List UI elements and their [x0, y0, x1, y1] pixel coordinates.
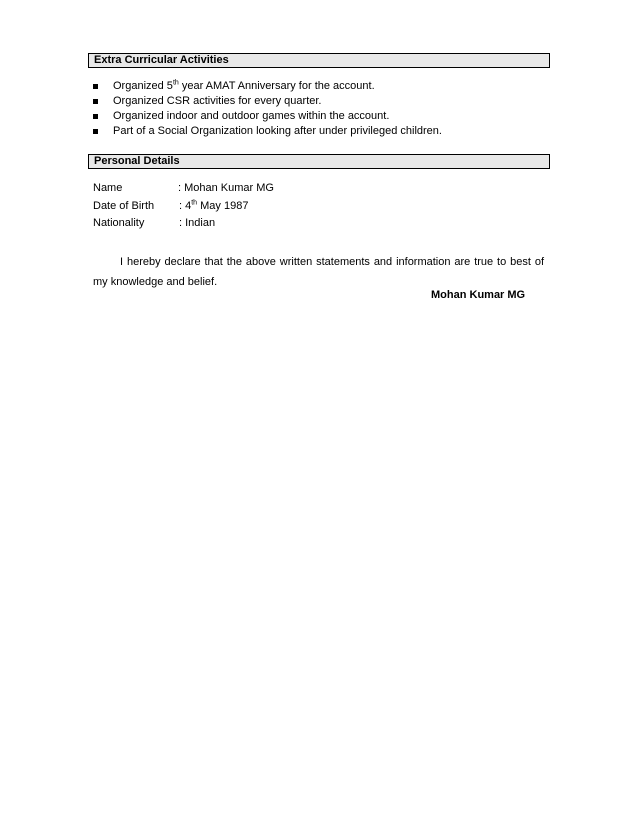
personal-details-heading: Personal Details: [94, 155, 180, 167]
square-bullet-icon: [93, 114, 98, 119]
square-bullet-icon: [93, 84, 98, 89]
dob-value: : 4th May 1987: [179, 199, 249, 212]
list-item-text: Part of a Social Organization looking after under privileged children.: [113, 125, 442, 137]
dob-label: Date of Birth: [93, 200, 155, 212]
name-label: Name: [93, 182, 123, 194]
declaration-text: I hereby declare that the above written statements and information are true to best of my knowledge and belief.: [93, 256, 544, 288]
personal-details-header: [88, 154, 550, 169]
signature-name: Mohan Kumar MG: [431, 289, 526, 301]
extra-curricular-heading: Extra Curricular Activities: [94, 54, 229, 66]
extra-curricular-header: [88, 53, 550, 68]
square-bullet-icon: [93, 99, 98, 104]
square-bullet-icon: [93, 129, 98, 134]
nationality-value: : Indian: [179, 217, 216, 229]
nationality-label: Nationality: [93, 217, 145, 229]
name-value: : Mohan Kumar MG: [178, 182, 274, 194]
list-item-text: Organized CSR activities for every quarter.: [113, 95, 322, 107]
list-item-text: Organized indoor and outdoor games within the account.: [113, 110, 390, 122]
declaration-paragraph: [93, 252, 544, 292]
list-item-text: Organized 5th year AMAT Anniversary for the account.: [113, 79, 375, 92]
